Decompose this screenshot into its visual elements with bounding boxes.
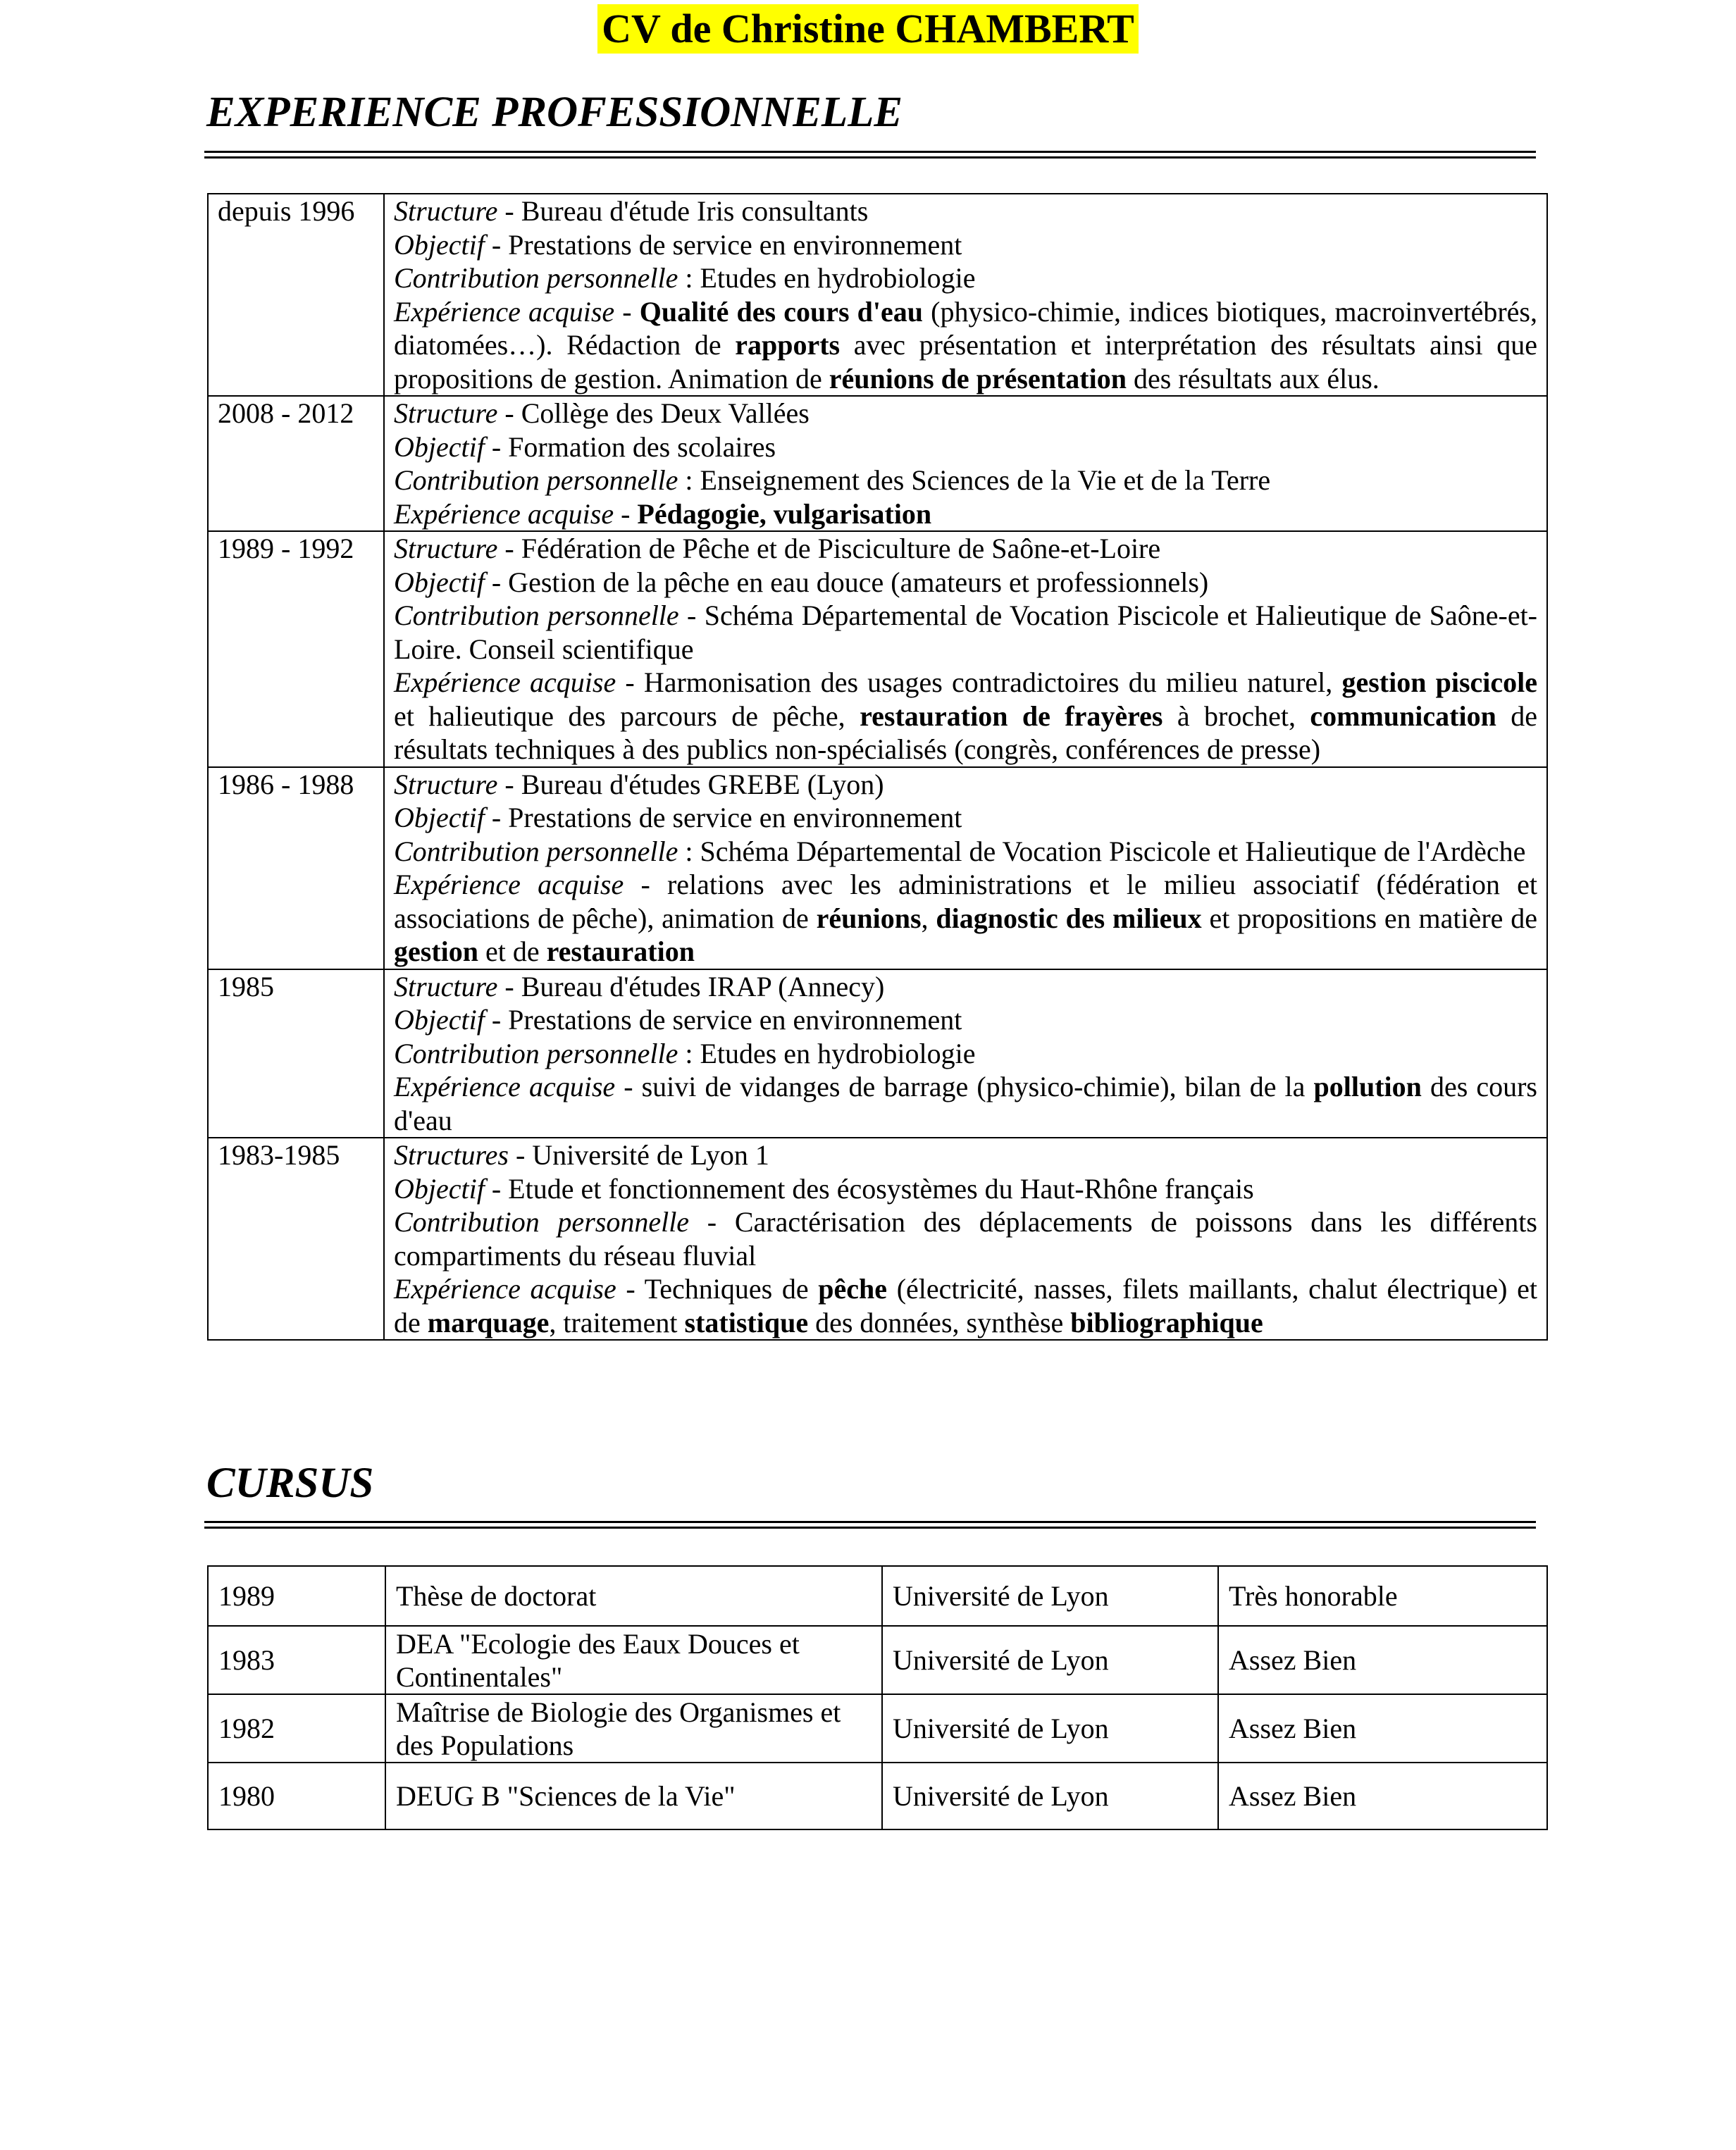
objectif-line bbox=[394, 801, 1537, 835]
experience-text: - Techniques de bbox=[616, 1273, 819, 1305]
experience-keyword: réunions de présentation bbox=[829, 362, 1127, 394]
experience-keyword: pollution bbox=[1313, 1071, 1422, 1102]
experience-year: 1985 bbox=[208, 969, 384, 1138]
cv-title: CV de Christine CHAMBERT bbox=[597, 4, 1139, 54]
cursus-row bbox=[208, 1626, 1547, 1694]
experience-acquise-line bbox=[394, 497, 1537, 531]
structure-line bbox=[394, 768, 1537, 802]
experience-text: à brochet, bbox=[1162, 700, 1310, 732]
contribution-text: - Schéma Départemental de Vocation Piscicole et Halieutique de Saône-et-Loire. Conseil scientifique bbox=[394, 599, 1538, 665]
structure-label: Structure bbox=[394, 768, 498, 800]
experience-keyword: gestion piscicole bbox=[1341, 666, 1537, 698]
experience-text: - suivi de vidanges de barrage (physico-chimie), bilan de la bbox=[615, 1071, 1314, 1102]
experience-keyword: bibliographique bbox=[1070, 1306, 1263, 1338]
experience-row bbox=[208, 194, 1547, 396]
contribution-line bbox=[394, 599, 1537, 666]
experience-keyword: restauration de frayères bbox=[860, 700, 1163, 732]
experience-keyword: Pédagogie, vulgarisation bbox=[637, 497, 932, 530]
cursus-diploma: DEUG B "Sciences de la Vie" bbox=[385, 1763, 882, 1829]
structure-text: - Bureau d'étude Iris consultants bbox=[497, 195, 869, 227]
objectif-label: Objectif bbox=[394, 1004, 485, 1036]
experience-text: - bbox=[614, 497, 638, 530]
experience-text: , bbox=[921, 902, 936, 934]
experience-keyword: restauration bbox=[546, 936, 695, 967]
cursus-year: 1983 bbox=[208, 1626, 385, 1694]
experience-keyword: pêche bbox=[818, 1273, 888, 1305]
objectif-text: - Prestations de service en environnement bbox=[484, 228, 962, 261]
contribution-line bbox=[394, 464, 1537, 497]
contribution-text: : Schéma Départemental de Vocation Piscicole et Halieutique de l'Ardèche bbox=[678, 835, 1526, 867]
experience-keyword: marquage bbox=[427, 1306, 550, 1338]
cursus-diploma: DEA "Ecologie des Eaux Douces et Continentales" bbox=[385, 1626, 882, 1694]
objectif-label: Objectif bbox=[394, 1172, 485, 1205]
experience-row bbox=[208, 767, 1547, 969]
experience-details bbox=[384, 1138, 1547, 1340]
experience-text: et de bbox=[478, 936, 547, 967]
experience-details bbox=[384, 194, 1547, 396]
cursus-mention: Assez Bien bbox=[1218, 1626, 1547, 1694]
experience-keyword: Qualité des cours d'eau bbox=[639, 295, 924, 328]
structure-label: Structure bbox=[394, 397, 498, 429]
contribution-line bbox=[394, 1205, 1537, 1272]
experience-row bbox=[208, 531, 1547, 767]
cursus-year: 1982 bbox=[208, 1694, 385, 1763]
experience-acquise-label: Expérience acquise bbox=[394, 1071, 616, 1102]
structure-line bbox=[394, 1138, 1537, 1172]
structure-line bbox=[394, 397, 1537, 430]
experience-row bbox=[208, 1138, 1547, 1340]
experience-text: et propositions en matière de bbox=[1201, 902, 1537, 934]
contribution-line bbox=[394, 261, 1537, 295]
experience-year: depuis 1996 bbox=[208, 194, 384, 396]
experience-acquise-line bbox=[394, 868, 1537, 969]
objectif-label: Objectif bbox=[394, 802, 485, 833]
contribution-text: - Caractérisation des déplacements de poissons dans les différents compartiments du réseau fluvial bbox=[394, 1206, 1537, 1272]
cursus-row bbox=[208, 1566, 1547, 1626]
experience-text: - Harmonisation des usages contradictoires du milieu naturel, bbox=[616, 666, 1342, 698]
experience-table bbox=[207, 193, 1548, 1341]
experience-text: des résultats aux élus. bbox=[1126, 362, 1380, 394]
objectif-label: Objectif bbox=[394, 566, 485, 598]
structure-line bbox=[394, 532, 1537, 566]
experience-text: , traitement bbox=[549, 1306, 685, 1338]
cursus-year: 1980 bbox=[208, 1763, 385, 1829]
objectif-line bbox=[394, 566, 1537, 599]
experience-row bbox=[208, 396, 1547, 531]
cursus-table bbox=[207, 1565, 1548, 1830]
experience-text: de résultats techniques à des publics non-spécialisés (congrès, conférences de presse) bbox=[394, 700, 1537, 765]
cursus-diploma: Thèse de doctorat bbox=[385, 1566, 882, 1626]
experience-text: des cours d'eau bbox=[394, 1071, 1537, 1136]
cursus-heading-rule bbox=[204, 1521, 1536, 1529]
objectif-line bbox=[394, 430, 1537, 464]
structure-text: - Fédération de Pêche et de Pisciculture de Saône-et-Loire bbox=[497, 533, 1161, 564]
experience-keyword: gestion bbox=[394, 936, 478, 967]
contribution-text: : Enseignement des Sciences de la Vie et de la Terre bbox=[678, 464, 1271, 496]
objectif-line bbox=[394, 1003, 1537, 1037]
cursus-mention: Assez Bien bbox=[1218, 1763, 1547, 1829]
experience-keyword: réunions bbox=[816, 902, 922, 934]
structure-text: - Collège des Deux Vallées bbox=[497, 397, 810, 429]
objectif-label: Objectif bbox=[394, 430, 485, 463]
contribution-label: Contribution personnelle bbox=[394, 464, 678, 496]
structure-label: Structure bbox=[394, 970, 498, 1002]
structure-text: - Bureau d'études IRAP (Annecy) bbox=[497, 970, 885, 1002]
cursus-university: Université de Lyon bbox=[882, 1763, 1218, 1829]
structure-label: Structure bbox=[394, 533, 498, 564]
cursus-row bbox=[208, 1763, 1547, 1829]
contribution-label: Contribution personnelle bbox=[394, 599, 679, 631]
experience-text: des données, synthèse bbox=[808, 1306, 1071, 1338]
experience-acquise-label: Expérience acquise bbox=[394, 497, 614, 530]
structure-line bbox=[394, 194, 1537, 228]
objectif-label: Objectif bbox=[394, 228, 485, 261]
experience-acquise-line bbox=[394, 666, 1537, 766]
experience-text: et halieutique des parcours de pêche, bbox=[394, 700, 860, 732]
structure-text: - Université de Lyon 1 bbox=[508, 1139, 769, 1171]
contribution-text: : Etudes en hydrobiologie bbox=[678, 262, 976, 294]
objectif-text: - Gestion de la pêche en eau douce (amateurs et professionnels) bbox=[484, 566, 1209, 598]
experience-acquise-line bbox=[394, 1070, 1537, 1137]
contribution-label: Contribution personnelle bbox=[394, 835, 678, 867]
contribution-line bbox=[394, 835, 1537, 869]
cursus-university: Université de Lyon bbox=[882, 1626, 1218, 1694]
experience-text: (électricité, nasses, filets maillants, chalut électrique) et de bbox=[394, 1273, 1538, 1338]
contribution-label: Contribution personnelle bbox=[394, 1206, 690, 1238]
experience-details bbox=[384, 396, 1547, 531]
cursus-mention: Assez Bien bbox=[1218, 1694, 1547, 1763]
cursus-row bbox=[208, 1694, 1547, 1763]
objectif-text: - Formation des scolaires bbox=[484, 430, 776, 463]
structure-text: - Bureau d'études GREBE (Lyon) bbox=[497, 768, 884, 800]
cursus-mention: Très honorable bbox=[1218, 1566, 1547, 1626]
experience-text: - bbox=[614, 295, 640, 328]
cursus-university: Université de Lyon bbox=[882, 1694, 1218, 1763]
experience-details bbox=[384, 969, 1547, 1138]
cursus-diploma: Maîtrise de Biologie des Organismes et des Populations bbox=[385, 1694, 882, 1763]
experience-details bbox=[384, 531, 1547, 767]
cursus-university: Université de Lyon bbox=[882, 1566, 1218, 1626]
experience-year: 2008 - 2012 bbox=[208, 396, 384, 531]
objectif-line bbox=[394, 228, 1537, 262]
contribution-label: Contribution personnelle bbox=[394, 1037, 678, 1069]
structure-label: Structures bbox=[394, 1139, 509, 1171]
contribution-label: Contribution personnelle bbox=[394, 262, 678, 294]
experience-keyword: rapports bbox=[735, 329, 841, 361]
experience-keyword: communication bbox=[1310, 700, 1496, 732]
experience-keyword: diagnostic des milieux bbox=[936, 902, 1202, 934]
experience-acquise-line bbox=[394, 1272, 1537, 1339]
experience-row bbox=[208, 969, 1547, 1138]
experience-heading-rule bbox=[204, 151, 1536, 159]
experience-heading: EXPERIENCE PROFESSIONNELLE bbox=[206, 89, 903, 136]
structure-line bbox=[394, 970, 1537, 1004]
experience-acquise-label: Expérience acquise bbox=[394, 666, 616, 698]
experience-text: (physico-chimie, indices biotiques, macroinvertébrés, diatomées…). Rédaction de bbox=[394, 295, 1537, 361]
experience-acquise-label: Expérience acquise bbox=[394, 295, 615, 328]
experience-text: avec présentation et interprétation des résultats ainsi que propositions de gestion. Animation de bbox=[394, 329, 1537, 394]
experience-text: - relations avec les administrations et le milieu associatif (fédération et associations de pêche), animation de bbox=[394, 869, 1538, 934]
cursus-heading: CURSUS bbox=[206, 1460, 374, 1507]
experience-acquise-label: Expérience acquise bbox=[394, 1273, 616, 1305]
objectif-text: - Prestations de service en environnement bbox=[484, 1004, 962, 1036]
experience-acquise-label: Expérience acquise bbox=[394, 869, 624, 900]
experience-keyword: statistique bbox=[684, 1306, 809, 1338]
experience-year: 1989 - 1992 bbox=[208, 531, 384, 767]
objectif-text: - Prestations de service en environnement bbox=[484, 802, 962, 833]
cursus-year: 1989 bbox=[208, 1566, 385, 1626]
experience-year: 1983-1985 bbox=[208, 1138, 384, 1340]
experience-details bbox=[384, 767, 1547, 969]
contribution-text: : Etudes en hydrobiologie bbox=[678, 1037, 976, 1069]
objectif-line bbox=[394, 1172, 1537, 1206]
structure-label: Structure bbox=[394, 195, 498, 227]
experience-acquise-line bbox=[394, 295, 1537, 396]
objectif-text: - Etude et fonctionnement des écosystèmes du Haut-Rhône français bbox=[484, 1172, 1254, 1205]
contribution-line bbox=[394, 1037, 1537, 1071]
experience-year: 1986 - 1988 bbox=[208, 767, 384, 969]
